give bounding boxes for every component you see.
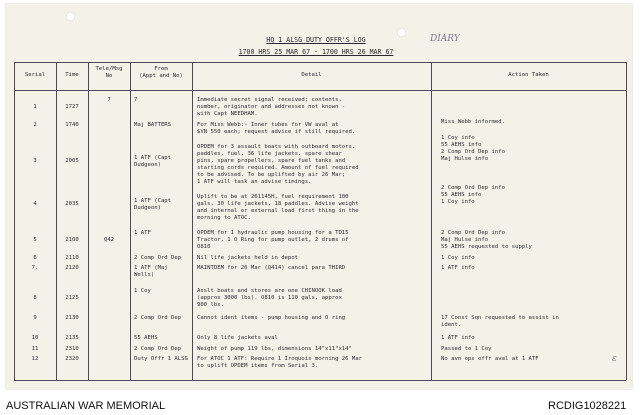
serial-cell: 4	[33, 201, 37, 207]
column-rule	[88, 62, 89, 380]
action-cell: 17 Const Sqn requested to assist in ident.	[441, 315, 559, 328]
serial-cell: 6	[33, 255, 37, 261]
archive-name: AUSTRALIAN WAR MEMORIAL	[6, 400, 166, 412]
detail-cell: Uplift to be at 261145H, fuel requirement 100 gals, 30 life jackets, 18 paddles. Advise weight and internal or external load first thing in the morning to ATOC.	[197, 194, 359, 221]
punch-hole	[66, 12, 75, 21]
detail-cell: Weight of pump 119 lbs, dimensions 14"x11"x14"	[197, 346, 352, 352]
serial-cell: 3	[33, 158, 37, 164]
time-cell: 1740	[65, 122, 79, 128]
column-rule	[431, 62, 432, 380]
from-cell: 2 Comp Ord Dep	[134, 315, 182, 321]
action-cell: 2 Comp Ord Dep info Maj Hulse info 55 AEHS requested to supply	[441, 230, 532, 250]
header-rule-bottom	[14, 90, 626, 91]
time-cell: 2130	[65, 315, 79, 321]
detail-cell: For ATOC 1 ATF: Require 1 Iroquois morning 26 Mar to uplift OPDEM items from Serial 3.	[197, 356, 363, 369]
from-cell: Maj BATTERS	[134, 122, 172, 128]
time-cell: 2125	[65, 295, 79, 301]
serial-cell: 7.	[31, 265, 39, 271]
detail-cell: Nil life jackets held in depot	[197, 255, 299, 261]
detail-cell: Cannot ident items - pump housing and O ring	[197, 315, 346, 321]
action-cell: Miss Webb informed.	[441, 119, 505, 125]
action-cell: Passed to 1 Coy	[441, 346, 492, 352]
action-cell: 1 Coy info	[441, 255, 475, 261]
log-title: HQ 1 ALSG DUTY OFFR'S LOG	[266, 36, 366, 44]
action-cell: 1 ATF info	[441, 335, 475, 341]
serial-cell: 5	[33, 237, 37, 243]
column-rule	[192, 62, 193, 380]
from-cell: 2 Comp Ord Dep	[134, 255, 182, 261]
time-cell: 2120	[65, 265, 79, 271]
from-cell: 1 Coy	[134, 288, 151, 294]
time-cell: 2005	[65, 158, 79, 164]
serial-cell: 9	[33, 315, 37, 321]
from-cell: 55 AEHS	[134, 335, 158, 341]
from-cell: Duty Offr 1 ALSG	[134, 356, 188, 362]
action-cell: 1 Coy info 55 AEHS info 2 Comp Ord Dep info Maj Hulse info	[441, 135, 505, 162]
column-rule	[626, 62, 627, 380]
from-cell: 7	[134, 97, 138, 103]
from-cell: 1 ATF	[134, 230, 151, 236]
time-cell: 2110	[65, 255, 79, 261]
column-rule	[130, 62, 131, 380]
column-header: Tele/Msg No	[95, 66, 123, 79]
action-cell: No avn ops offr aval at 1 ATF	[441, 356, 539, 362]
record-id: RCDIG1028221	[548, 400, 627, 412]
detail-cell: Immediate secret signal received; contents, number, originator and addresses not known - with Capt NEEDHAM.	[197, 97, 346, 117]
header-rule-top	[14, 62, 626, 63]
serial-cell: 10	[31, 335, 39, 341]
serial-cell: 1	[33, 104, 37, 110]
time-cell: 2100	[65, 237, 79, 243]
detail-cell: For Miss Webb:- Inner tubes for VW aval at $VN 550 each; request advice if still required.	[197, 122, 356, 135]
serial-cell: 11	[31, 346, 39, 352]
serial-cell: 12	[31, 356, 39, 362]
column-header: Action Taken	[508, 72, 549, 78]
log-period: 1700 HRS 25 MAR 67 - 1700 HRS 26 MAR 67	[238, 48, 394, 56]
from-cell: 1 ATF (Maj Wells)	[134, 265, 168, 278]
column-header: Serial	[24, 72, 46, 78]
serial-cell: 8	[33, 295, 37, 301]
column-header: Detail	[301, 72, 322, 78]
time-cell: 1727	[65, 104, 79, 110]
time-cell: 2135	[65, 335, 79, 341]
action-cell: 2 Comp Ord Dep info 55 AEHS info 1 Coy info	[441, 185, 505, 205]
log-sheet	[6, 4, 632, 389]
detail-cell: MAINTDEM for 26 Mar (Q414) cancel para THIRD	[197, 265, 346, 271]
time-cell: 2310	[65, 346, 79, 352]
detail-cell: Asslt boats and stores are one CHINOOK load (approx 3000 lbs). O810 is 110 gals, approx 900 lbs.	[197, 288, 342, 308]
tele-cell: 7	[107, 97, 111, 103]
from-cell: 2 Comp Ord Dep	[134, 346, 182, 352]
table-rule-bottom	[14, 380, 626, 381]
column-header: Time	[65, 72, 79, 78]
archive-footer	[0, 397, 640, 415]
pen-mark: ε	[612, 354, 617, 364]
from-cell: 1 ATF (Capt Dudgeon)	[134, 155, 172, 168]
time-cell: 2035	[65, 201, 79, 207]
diary-annotation: DIARY	[430, 34, 460, 44]
detail-cell: OPDEM for 1 hydraulic pump housing for a TD15 Tractor, 1 O Ring for pump outlet, 2 drums of O810	[197, 230, 349, 250]
detail-cell: Only 8 life jackets aval	[197, 335, 278, 341]
detail-cell: OPDEM for 3 assault boats with outboard motors, paddles, fuel, 36 life jackets, spare shear pins, spare propellers, spare fuel tanks and starting cords required. Amount of fuel required to be advised. To be uplifted by air 26 Mar; 1 ATF will task an advise timings.	[197, 144, 359, 185]
time-cell: 2320	[65, 356, 79, 362]
column-header: From (Appt and No)	[139, 66, 183, 79]
serial-cell: 2	[33, 122, 37, 128]
tele-cell: Q42	[103, 237, 115, 243]
action-cell: 1 ATF info	[441, 265, 475, 271]
from-cell: 1 ATF (Capt Dudgeon)	[134, 198, 172, 211]
